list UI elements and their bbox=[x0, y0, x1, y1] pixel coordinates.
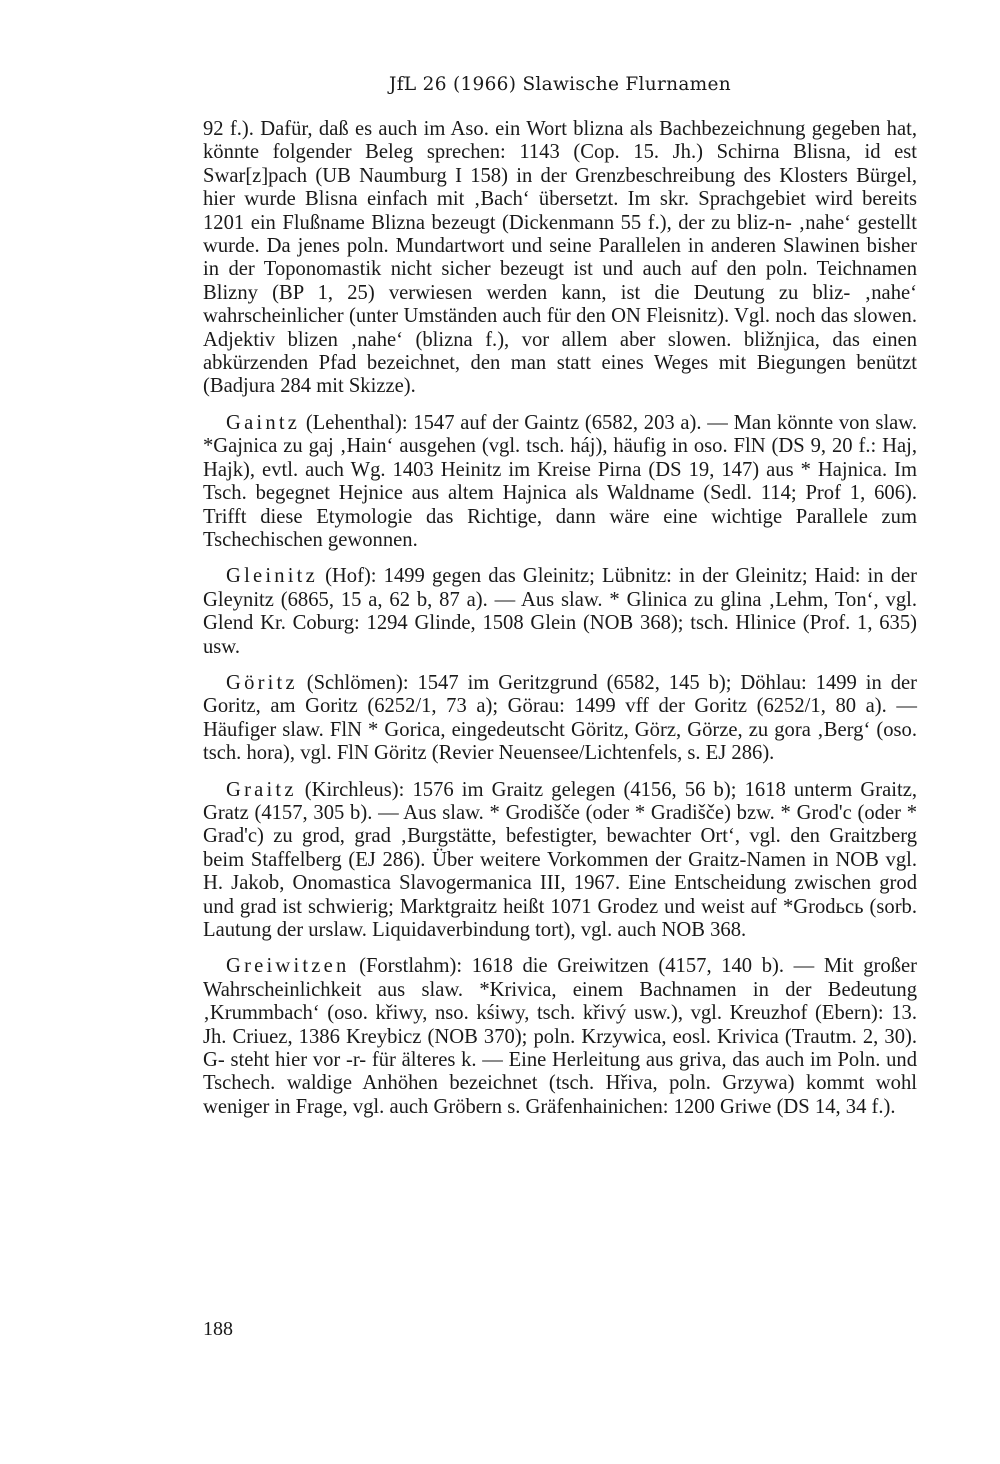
entry-headword: Göritz bbox=[226, 671, 298, 694]
entry-gleinitz bbox=[203, 565, 917, 659]
entry-gaintz bbox=[203, 412, 917, 552]
entry-headword: Gaintz bbox=[226, 411, 301, 434]
page-number: 188 bbox=[203, 1318, 233, 1340]
entry-headword: Greiwitzen bbox=[226, 955, 350, 978]
entry-text: (Lehenthal): 1547 auf der Gaintz (6582, 203 a). — Man könnte von slaw. *Gajnica zu gaj ‚Hain‘ ausgehen (vgl. tsch. háj), häufig in oso. FlN (DS 9, 20 f.: Haj, Hajk), evtl. auch Wg. 1403 Heinitz im Kreise Pirna (DS 19, 147) aus * Hajnica. Im Tsch. begegnet Hejnice aus altem Hajnica als Waldname (Sedl. 114; Prof 1, 606). Trifft diese Etymologie das Richtige, dann wäre eine wichtige Parallele zum Tschechischen gewonnen. bbox=[203, 411, 917, 551]
body-text bbox=[203, 118, 917, 1132]
paragraph-text: 92 f.). Dafür, daß es auch im Aso. ein Wort blizna als Bachbezeichnung gegeben hat, könnte folgender Beleg sprechen: 1143 (Cop. 15. Jh.) Schirna Blisna, id est Swar[z]pach (UB Naumburg I 158) in der Grenzbeschreibung des Klosters Bürgel, hier wurde Blisna einfach mit ‚Bach‘ übersetzt. Im skr. Sprachgebiet wird bereits 1201 ein Flußname Blizna bezeugt (Dickenmann 55 f.), der zu bliz-n- ‚nahe‘ gestellt wurde. Da jenes poln. Mundartwort und seine Parallelen in anderen Slawinen bisher in der Toponomastik nicht sicher bezeugt ist und auch auf den poln. Teichnamen Blizny (BP 1, 25) verwiesen werden kann, ist die Deutung zu bliz- ‚nahe‘ wahrscheinlicher (unter Umständen auch für den ON Fleisnitz). Vgl. noch das slowen. Adjektiv blizen ‚nahe‘ (blizna f.), vor allem aber slowen. bližnjica, das einen abkürzenden Pfad bezeichnet, den man statt eines Weges mit Biegungen benützt (Badjura 284 mit Skizze). bbox=[203, 118, 917, 398]
entry-headword: Gleinitz bbox=[226, 565, 318, 588]
entry-text: (Schlömen): 1547 im Geritzgrund (6582, 145 b); Döhlau: 1499 in der Goritz, am Goritz (6252/1, 73 a); Görau: 1499 vff der Goritz (6252/1, 80 a). — Häufiger slaw. FlN * Gorica, eingedeutscht Göritz, Görz, Görze, zu gora ‚Berg‘ (oso. tsch. hora), vgl. FlN Göritz (Revier Neuensee/Lichtenfels, s. EJ 286). bbox=[203, 671, 917, 765]
entry-graitz bbox=[203, 779, 917, 943]
entry-headword: Graitz bbox=[226, 778, 297, 801]
running-head: JfL 26 (1966) Slawische Flurnamen bbox=[389, 74, 731, 95]
entry-goeritz bbox=[203, 672, 917, 766]
entry-text: (Forstlahm): 1618 die Greiwitzen (4157, 140 b). — Mit großer Wahrscheinlichkeit aus slaw. *Krivica, einem Bachnamen in der Bedeutung ‚Krummbach‘ (oso. křiwy, nso. kśiwy, tsch. křivý usw.), vgl. Kreuzhof (Ebern): 13. Jh. Criuez, 1386 Kreybicz (NOB 370); poln. Krzywica, eosl. Krivica (Trautm. 2, 30). G- steht hier vor -r- für älteres k. — Eine Herleitung aus griva, das auch im Poln. und Tschech. waldige Anhöhen bezeichnet (tsch. Hřiva, poln. Grzywa) kommt wohl weniger in Frage, vgl. auch Gröbern s. Gräfenhainichen: 1200 Griwe (DS 14, 34 f.). bbox=[203, 955, 917, 1118]
entry-text: (Hof): 1499 gegen das Gleinitz; Lübnitz: in der Gleinitz; Haid: in der Gleynitz (6865, 15 a, 62 b, 87 a). — Aus slaw. * Glinica zu glina ‚Lehm, Ton‘, vgl. Glend Kr. Coburg: 1294 Glinde, 1508 Glein (NOB 368); tsch. Hlinice (Prof. 1, 635) usw. bbox=[203, 565, 917, 658]
entry-text: (Kirchleus): 1576 im Graitz gelegen (4156, 56 b); 1618 unterm Graitz, Gratz (4157, 305 b). — Aus slaw. * Grodišče (oder * Gradišče) bzw. * Grod'c (oder * Grad'c) zu grod, grad ‚Burgstätte, befestigter, bewachter Ort‘, vgl. den Graitzberg beim Staffelberg (EJ 286). Über weitere Vorkommen der Graitz-Namen in NOB vgl. H. Jakob, Onomastica Slavogermanica III, 1967. Eine Entscheidung zwischen grod und grad ist schwierig; Marktgraitz heißt 1071 Grodez und weist auf *Grodьcь (sorb. Lautung der urslaw. Liquidaverbindung tort), vgl. auch NOB 368. bbox=[203, 778, 917, 941]
paragraph-continuation bbox=[203, 118, 917, 399]
entry-greiwitzen bbox=[203, 955, 917, 1119]
